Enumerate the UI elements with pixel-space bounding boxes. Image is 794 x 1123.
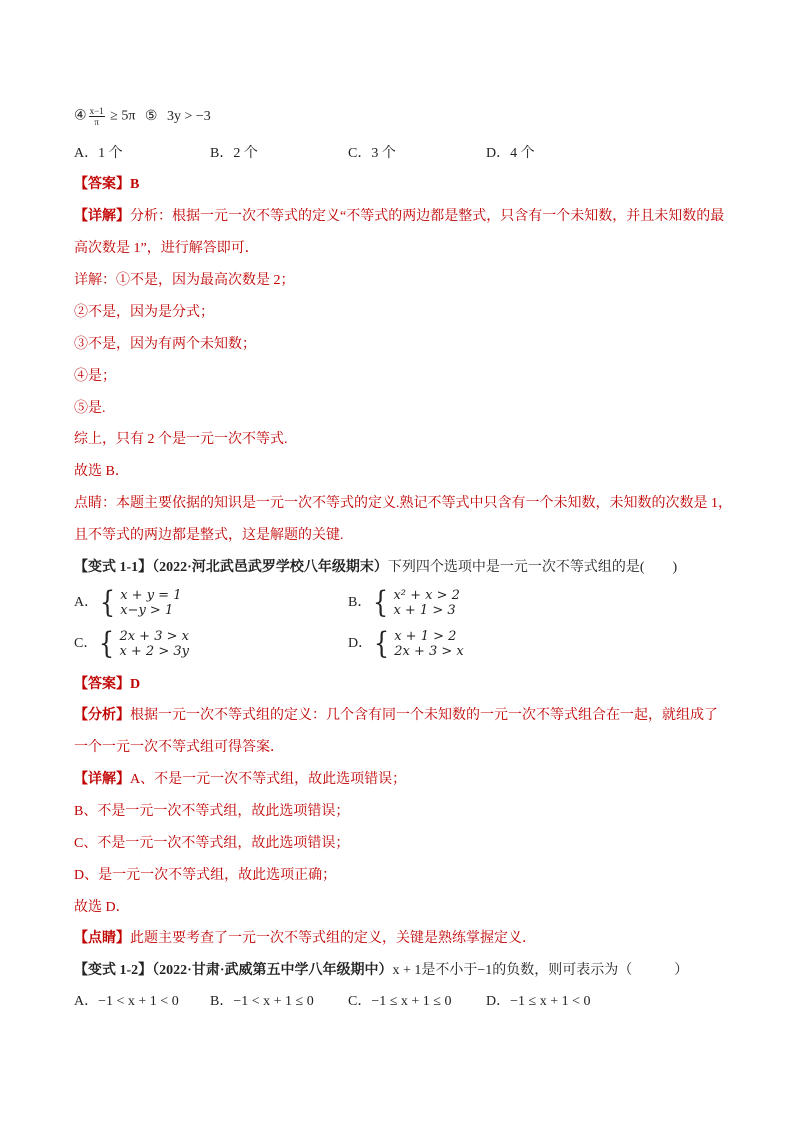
system-option-c [74, 626, 189, 661]
answer-value: D [130, 677, 141, 692]
analysis-2-line-2: 一个一元一次不等式组可得答案． [74, 740, 284, 755]
inequality-5: 3y > −3 [166, 108, 211, 124]
detail-1-line-1 [74, 208, 724, 226]
variant-source: （2022·河北武邑武罗学校八年级期末） [152, 560, 388, 575]
brace-icon: { [373, 585, 389, 620]
variant-1-2-question [74, 962, 688, 980]
variant-question: x + 1是不小于−1的负数，则可表示为（ ） [392, 963, 689, 978]
detail-text: A、不是一元一次不等式组，故此选项错误； [130, 772, 407, 787]
point-1-line-1: 点睛：本题主要依据的知识是一元一次不等式的定义.熟记不等式中只含有一个未知数，未知数的次数是 1， [74, 496, 732, 511]
option-d: D．4 个 [486, 146, 535, 161]
detail-2-line-5: 故选 D． [74, 900, 130, 915]
detail-text: 分析：根据一元一次不等式的定义“不等式的两边都是整式，只含有一个未知数，并且未知数的最 [130, 209, 725, 224]
detail-tag: 【详解】 [74, 209, 130, 224]
step-line: 综上，只有 2 个是一元一次不等式. [74, 432, 288, 447]
system-row: x² + x > 2 [393, 588, 460, 603]
system-option-b [348, 585, 460, 620]
circled-4: ④ [74, 108, 87, 124]
variant-tag: 【变式 1-1】 [74, 560, 153, 575]
point-tag: 【点睛】 [74, 931, 130, 946]
brace-icon: { [374, 626, 390, 661]
answer-1 [74, 176, 139, 194]
fraction [89, 106, 105, 127]
system-option-a [74, 585, 182, 620]
variant-1-1-question [74, 559, 677, 577]
option-label: D． [348, 636, 373, 651]
detail-2-line-2: B、不是一元一次不等式组，故此选项错误； [74, 804, 350, 819]
step-line: ④是； [74, 369, 116, 384]
detail-tag: 【详解】 [74, 772, 130, 787]
answer-tag: 【答案】 [74, 677, 130, 692]
detail-1-line-2: 高次数是 1”，进行解答即可． [74, 241, 259, 256]
analysis-2-line-1 [74, 707, 718, 725]
system-row: x−y > 1 [120, 603, 174, 618]
fraction-denominator: π [94, 117, 99, 127]
option-a: A．1 个 [74, 146, 123, 161]
step-line: ②不是，因为是分式； [74, 305, 214, 320]
point-2 [74, 930, 536, 948]
system-row: x + 2 > 3y [119, 644, 189, 659]
system-option-d [348, 626, 464, 661]
circled-5: ⑤ [144, 108, 158, 124]
point-text: 此题主要考查了一元一次不等式组的定义，关键是熟练掌握定义． [130, 931, 536, 946]
brace-icon: { [100, 585, 116, 620]
system-row: x + 1 > 3 [393, 603, 456, 618]
variant-question: 下列四个选项中是一元一次不等式组的是( ) [387, 560, 678, 575]
option-b: B．−1 < x + 1 ≤ 0 [210, 994, 314, 1009]
option-a: A．−1 < x + 1 < 0 [74, 994, 179, 1009]
detail-2-line-3: C、不是一元一次不等式组，故此选项错误； [74, 836, 350, 851]
option-label: A． [74, 595, 99, 610]
variant-source: （2022·甘肃·武威第五中学八年级期中） [152, 963, 393, 978]
step-line: ⑤是. [74, 401, 106, 416]
detail-2-line-1 [74, 771, 406, 789]
inequality-4: ≥ 5π [110, 108, 136, 124]
system-row: 2x + 3 > x [394, 644, 464, 659]
variant-tag: 【变式 1-2】 [74, 963, 153, 978]
detail-2-line-4: D、是一元一次不等式组，故此选项正确； [74, 868, 337, 883]
option-b: B．2 个 [210, 146, 258, 161]
brace-icon: { [99, 626, 115, 661]
answer-2 [74, 676, 140, 694]
answer-value: B [130, 177, 140, 192]
option-label: C． [74, 636, 98, 651]
system-row: 2x + 3 > x [119, 629, 189, 644]
step-line: 故选 B． [74, 464, 129, 479]
analysis-tag: 【分析】 [74, 708, 130, 723]
fraction-numerator: x−1 [89, 106, 104, 116]
analysis-text: 根据一元一次不等式组的定义：几个含有同一个未知数的一元一次不等式组合在一起，就组成了 [130, 708, 718, 723]
option-d: D．−1 ≤ x + 1 < 0 [486, 994, 591, 1009]
option-label: B． [348, 595, 372, 610]
point-1-line-2: 且不等式的两边都是整式，这是解题的关键. [74, 528, 344, 543]
step-line: 详解：①不是，因为最高次数是 2； [74, 273, 295, 288]
system-row: x + y = 1 [120, 588, 182, 603]
question-inequalities-line [74, 106, 211, 127]
option-c: C．−1 ≤ x + 1 ≤ 0 [348, 994, 452, 1009]
answer-tag: 【答案】 [74, 177, 130, 192]
option-c: C．3 个 [348, 146, 396, 161]
step-line: ③不是，因为有两个未知数； [74, 337, 256, 352]
system-row: x + 1 > 2 [394, 629, 457, 644]
